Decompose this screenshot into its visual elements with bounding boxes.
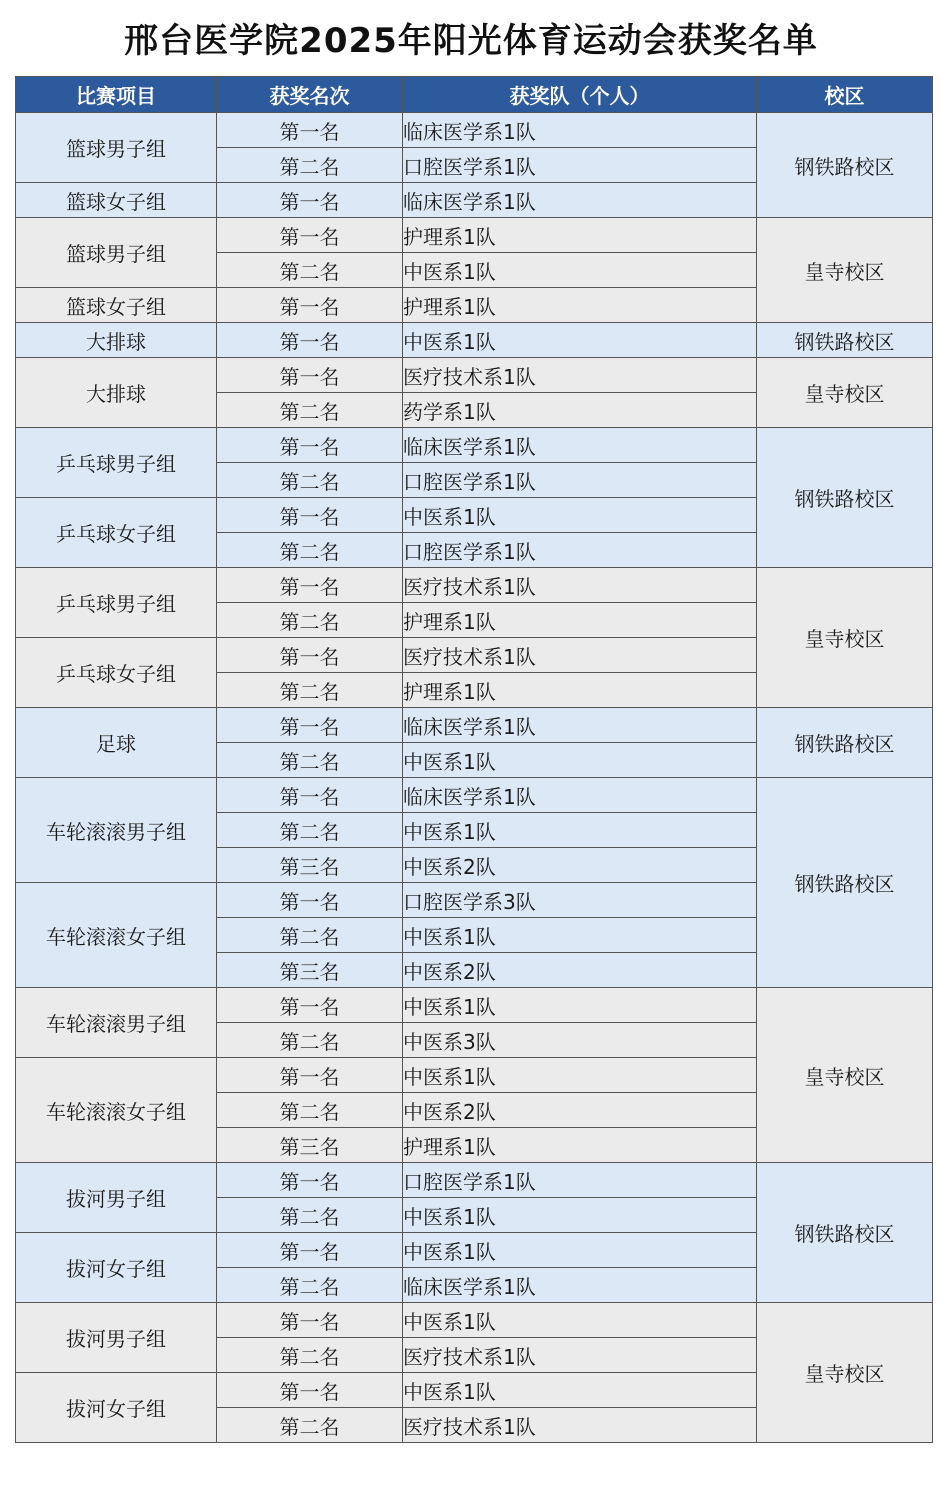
team-cell: 中医系3队	[403, 1023, 757, 1058]
table-row	[16, 218, 933, 253]
team-cell: 中医系1队	[403, 1058, 757, 1093]
table-body	[16, 113, 933, 1443]
event-cell: 乒乓球女子组	[16, 498, 217, 568]
rank-cell: 第二名	[217, 603, 403, 638]
campus-cell: 钢铁路校区	[757, 323, 933, 358]
rank-cell: 第二名	[217, 1198, 403, 1233]
event-cell: 篮球男子组	[16, 113, 217, 183]
rank-cell: 第一名	[217, 183, 403, 218]
team-cell: 护理系1队	[403, 218, 757, 253]
rank-cell: 第二名	[217, 1338, 403, 1373]
campus-cell: 钢铁路校区	[757, 428, 933, 568]
event-cell: 车轮滚滚男子组	[16, 778, 217, 883]
event-cell: 拔河男子组	[16, 1163, 217, 1233]
header-campus: 校区	[757, 77, 933, 113]
rank-cell: 第一名	[217, 358, 403, 393]
rank-cell: 第一名	[217, 113, 403, 148]
team-cell: 临床医学系1队	[403, 778, 757, 813]
team-cell: 医疗技术系1队	[403, 358, 757, 393]
table-row	[16, 113, 933, 148]
team-cell: 护理系1队	[403, 673, 757, 708]
team-cell: 口腔医学系1队	[403, 1163, 757, 1198]
rank-cell: 第二名	[217, 393, 403, 428]
campus-cell: 钢铁路校区	[757, 708, 933, 778]
rank-cell: 第三名	[217, 1128, 403, 1163]
event-cell: 足球	[16, 708, 217, 778]
event-cell: 车轮滚滚女子组	[16, 883, 217, 988]
table-row	[16, 708, 933, 743]
team-cell: 中医系1队	[403, 988, 757, 1023]
team-cell: 临床医学系1队	[403, 183, 757, 218]
campus-cell: 皇寺校区	[757, 358, 933, 428]
event-cell: 大排球	[16, 358, 217, 428]
team-cell: 口腔医学系1队	[403, 148, 757, 183]
team-cell: 临床医学系1队	[403, 708, 757, 743]
team-cell: 临床医学系1队	[403, 1268, 757, 1303]
rank-cell: 第一名	[217, 988, 403, 1023]
rank-cell: 第一名	[217, 568, 403, 603]
rank-cell: 第一名	[217, 498, 403, 533]
event-cell: 篮球女子组	[16, 183, 217, 218]
team-cell: 口腔医学系3队	[403, 883, 757, 918]
event-cell: 拔河男子组	[16, 1303, 217, 1373]
event-cell: 车轮滚滚男子组	[16, 988, 217, 1058]
rank-cell: 第一名	[217, 288, 403, 323]
rank-cell: 第二名	[217, 1268, 403, 1303]
rank-cell: 第二名	[217, 743, 403, 778]
team-cell: 中医系1队	[403, 813, 757, 848]
rank-cell: 第二名	[217, 1023, 403, 1058]
rank-cell: 第二名	[217, 533, 403, 568]
team-cell: 药学系1队	[403, 393, 757, 428]
team-cell: 中医系1队	[403, 498, 757, 533]
table-row	[16, 568, 933, 603]
rank-cell: 第一名	[217, 708, 403, 743]
header-event: 比赛项目	[16, 77, 217, 113]
team-cell: 口腔医学系1队	[403, 533, 757, 568]
rank-cell: 第二名	[217, 148, 403, 183]
awards-table	[15, 76, 933, 1443]
header-rank: 获奖名次	[217, 77, 403, 113]
event-cell: 篮球女子组	[16, 288, 217, 323]
team-cell: 中医系1队	[403, 743, 757, 778]
table-row	[16, 1303, 933, 1338]
rank-cell: 第二名	[217, 463, 403, 498]
team-cell: 中医系1队	[403, 1198, 757, 1233]
rank-cell: 第一名	[217, 1303, 403, 1338]
campus-cell: 皇寺校区	[757, 988, 933, 1163]
campus-cell: 钢铁路校区	[757, 778, 933, 988]
rank-cell: 第二名	[217, 1093, 403, 1128]
rank-cell: 第一名	[217, 1163, 403, 1198]
team-cell: 中医系1队	[403, 1303, 757, 1338]
rank-cell: 第一名	[217, 428, 403, 463]
team-cell: 医疗技术系1队	[403, 1338, 757, 1373]
rank-cell: 第三名	[217, 848, 403, 883]
table-row	[16, 323, 933, 358]
team-cell: 临床医学系1队	[403, 113, 757, 148]
team-cell: 中医系2队	[403, 1093, 757, 1128]
team-cell: 医疗技术系1队	[403, 568, 757, 603]
event-cell: 拔河女子组	[16, 1233, 217, 1303]
rank-cell: 第三名	[217, 953, 403, 988]
rank-cell: 第一名	[217, 323, 403, 358]
rank-cell: 第一名	[217, 218, 403, 253]
event-cell: 拔河女子组	[16, 1373, 217, 1443]
table-header	[16, 77, 933, 113]
table-row	[16, 358, 933, 393]
event-cell: 篮球男子组	[16, 218, 217, 288]
team-cell: 医疗技术系1队	[403, 638, 757, 673]
table-row	[16, 428, 933, 463]
header-team: 获奖队（个人）	[403, 77, 757, 113]
team-cell: 护理系1队	[403, 288, 757, 323]
event-cell: 乒乓球男子组	[16, 568, 217, 638]
rank-cell: 第二名	[217, 918, 403, 953]
team-cell: 中医系1队	[403, 1373, 757, 1408]
team-cell: 护理系1队	[403, 1128, 757, 1163]
team-cell: 医疗技术系1队	[403, 1408, 757, 1443]
campus-cell: 钢铁路校区	[757, 1163, 933, 1303]
campus-cell: 皇寺校区	[757, 1303, 933, 1443]
team-cell: 口腔医学系1队	[403, 463, 757, 498]
team-cell: 中医系1队	[403, 323, 757, 358]
campus-cell: 皇寺校区	[757, 218, 933, 323]
team-cell: 中医系1队	[403, 918, 757, 953]
rank-cell: 第二名	[217, 1408, 403, 1443]
rank-cell: 第一名	[217, 883, 403, 918]
rank-cell: 第二名	[217, 673, 403, 708]
team-cell: 护理系1队	[403, 603, 757, 638]
team-cell: 中医系2队	[403, 953, 757, 988]
event-cell: 车轮滚滚女子组	[16, 1058, 217, 1163]
header-row	[16, 77, 933, 113]
event-cell: 乒乓球女子组	[16, 638, 217, 708]
page-title: 邢台医学院2025年阳光体育运动会获奖名单	[124, 21, 818, 61]
campus-cell: 皇寺校区	[757, 568, 933, 708]
table-row	[16, 1163, 933, 1198]
event-cell: 大排球	[16, 323, 217, 358]
team-cell: 临床医学系1队	[403, 428, 757, 463]
rank-cell: 第一名	[217, 1373, 403, 1408]
team-cell: 中医系1队	[403, 253, 757, 288]
rank-cell: 第一名	[217, 778, 403, 813]
table-row	[16, 988, 933, 1023]
rank-cell: 第一名	[217, 1058, 403, 1093]
event-cell: 乒乓球男子组	[16, 428, 217, 498]
rank-cell: 第一名	[217, 638, 403, 673]
campus-cell: 钢铁路校区	[757, 113, 933, 218]
table-row	[16, 778, 933, 813]
team-cell: 中医系2队	[403, 848, 757, 883]
rank-cell: 第二名	[217, 253, 403, 288]
rank-cell: 第一名	[217, 1233, 403, 1268]
rank-cell: 第二名	[217, 813, 403, 848]
team-cell: 中医系1队	[403, 1233, 757, 1268]
